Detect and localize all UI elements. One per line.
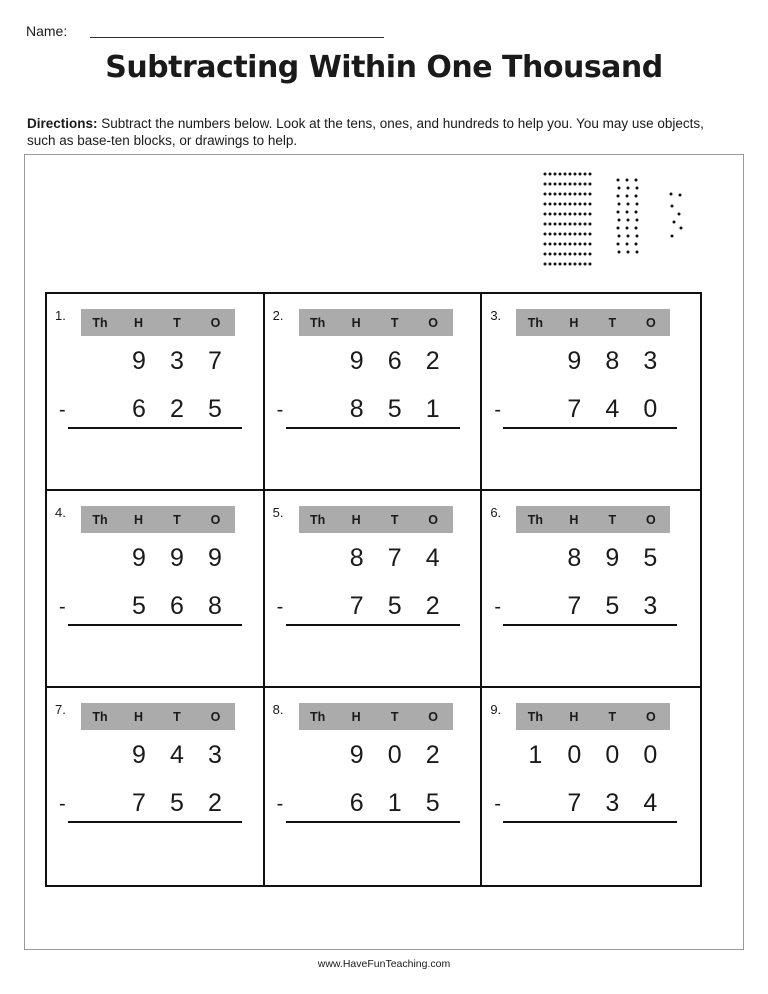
tens-rod-dot <box>635 211 638 214</box>
place-value-label: H <box>569 316 579 330</box>
subtrahend-digit: 0 <box>643 395 658 423</box>
tens-rod-dot <box>618 235 621 238</box>
hundreds-block-dot <box>574 243 577 246</box>
hundreds-block-dot <box>579 173 582 176</box>
hundreds-block-dot <box>579 233 582 236</box>
problem-cell <box>265 688 483 885</box>
name-line[interactable] <box>90 37 384 38</box>
hundreds-block-dot <box>569 173 572 176</box>
minuend-digit: 8 <box>349 544 364 572</box>
hundreds-block-dot <box>554 253 557 256</box>
place-value-label: Th <box>92 513 108 527</box>
answer-line[interactable] <box>68 624 242 626</box>
minus-sign: - <box>59 596 66 618</box>
place-value-label: T <box>608 710 617 724</box>
hundreds-block-dot <box>554 223 557 226</box>
hundreds-block-dot <box>584 203 587 206</box>
hundreds-block-dot <box>549 243 552 246</box>
place-value-header <box>81 309 235 336</box>
tens-rod-dot <box>627 251 630 254</box>
place-value-label: H <box>133 710 144 724</box>
place-value-label: O <box>645 316 656 330</box>
place-value-label: Th <box>92 316 108 330</box>
subtrahend-digit: 2 <box>208 789 222 817</box>
place-value-label: T <box>173 316 181 330</box>
subtrahend-digit: 5 <box>170 789 184 817</box>
subtrahend-digit: 6 <box>132 395 146 423</box>
hundreds-block-dot <box>559 213 562 216</box>
subtrahend-digit: 7 <box>567 789 582 817</box>
place-value-label: O <box>210 710 221 724</box>
hundreds-block-dot <box>544 193 547 196</box>
place-value-label: O <box>428 513 439 527</box>
hundreds-block-dot <box>589 263 592 266</box>
hundreds-block-dot <box>574 183 577 186</box>
place-value-label: T <box>390 513 399 527</box>
minus-sign: - <box>494 793 501 815</box>
minuend-digit: 9 <box>349 741 364 769</box>
hundreds-block-dot <box>544 263 547 266</box>
subtrahend-digit: 5 <box>208 395 222 423</box>
tens-rod-dot <box>618 219 621 222</box>
tens-rod-dot <box>618 203 621 206</box>
problem-number: 9. <box>490 702 502 717</box>
problem-number: 2. <box>272 308 284 323</box>
answer-line[interactable] <box>68 427 242 429</box>
hundreds-block-dot <box>569 213 572 216</box>
hundreds-block-dot <box>549 263 552 266</box>
hundreds-block-dot <box>544 203 547 206</box>
hundreds-block-dot <box>579 263 582 266</box>
subtrahend-digit: 6 <box>170 592 184 620</box>
subtrahend-digit: 1 <box>387 789 402 817</box>
hundreds-block-dot <box>589 193 592 196</box>
problem-number: 3. <box>490 308 502 323</box>
problem-number: 8. <box>272 702 284 717</box>
tens-rod-dot <box>626 227 629 230</box>
subtrahend-digit: 6 <box>349 789 364 817</box>
hundreds-block-dot <box>584 193 587 196</box>
minus-sign: - <box>494 596 501 618</box>
subtrahend-digit: 4 <box>605 395 620 423</box>
place-value-header <box>299 703 453 730</box>
subtrahend-digit: 2 <box>170 395 184 423</box>
place-value-label: Th <box>527 513 543 527</box>
tens-rod-dot <box>635 243 638 246</box>
place-value-header <box>299 309 453 336</box>
hundreds-block-dot <box>579 223 582 226</box>
place-value-label: H <box>133 513 144 527</box>
hundreds-block-dot <box>584 223 587 226</box>
minuend-digit: 3 <box>208 741 222 769</box>
place-value-label: T <box>173 513 181 527</box>
hundreds-block-dot <box>559 173 562 176</box>
hundreds-block-dot <box>549 203 552 206</box>
place-value-label: Th <box>310 710 326 724</box>
hundreds-block-dot <box>589 173 592 176</box>
place-value-label: H <box>351 316 361 330</box>
problem-cell <box>482 491 700 688</box>
minuend-digit: 7 <box>208 347 222 375</box>
problem-number: 7. <box>55 702 66 717</box>
hundreds-block-dot <box>574 213 577 216</box>
footer-website: www.HaveFunTeaching.com <box>317 958 451 970</box>
base-ten-blocks-illustration <box>540 170 690 270</box>
place-value-header <box>81 703 235 730</box>
place-value-label: T <box>390 710 399 724</box>
minuend-digit: 2 <box>425 347 440 375</box>
place-value-header <box>516 703 670 730</box>
minuend-digit: 9 <box>132 347 146 375</box>
hundreds-block-dot <box>559 203 562 206</box>
subtrahend-digit: 4 <box>643 789 658 817</box>
hundreds-block-dot <box>584 173 587 176</box>
tens-rod-dot <box>636 187 639 190</box>
hundreds-block-dot <box>554 213 557 216</box>
problem-number: 4. <box>55 505 66 520</box>
tens-rod-dot <box>635 179 638 182</box>
ones-cube-dot <box>670 193 673 196</box>
hundreds-block-dot <box>584 183 587 186</box>
hundreds-block-dot <box>569 193 572 196</box>
place-value-label: O <box>428 316 439 330</box>
hundreds-block-dot <box>564 233 567 236</box>
minuend-digit: 0 <box>387 741 402 769</box>
answer-line[interactable] <box>286 821 460 823</box>
hundreds-block-dot <box>574 233 577 236</box>
hundreds-block-dot <box>549 213 552 216</box>
place-value-label: T <box>173 710 181 724</box>
tens-rod-dot <box>636 235 639 238</box>
subtrahend-digit: 8 <box>208 592 222 620</box>
hundreds-block-dot <box>559 223 562 226</box>
place-value-label: H <box>569 710 579 724</box>
subtrahend-digit: 3 <box>643 592 658 620</box>
hundreds-block-dot <box>579 243 582 246</box>
tens-rod-dot <box>627 203 630 206</box>
place-value-label: T <box>608 513 617 527</box>
hundreds-block-dot <box>554 183 557 186</box>
minus-sign: - <box>276 596 284 618</box>
answer-line[interactable] <box>68 821 242 823</box>
hundreds-block-dot <box>574 203 577 206</box>
minuend-digit: 0 <box>605 741 620 769</box>
hundreds-block-dot <box>544 173 547 176</box>
answer-line[interactable] <box>503 624 677 626</box>
tens-rod-dot <box>626 179 629 182</box>
problem-cell <box>482 294 700 491</box>
tens-rod-dot <box>636 251 639 254</box>
minus-sign: - <box>59 793 66 815</box>
minuend-digit: 9 <box>132 741 146 769</box>
subtrahend-digit: 5 <box>132 592 146 620</box>
minuend-digit: 9 <box>132 544 146 572</box>
hundreds-block-dot <box>549 193 552 196</box>
tens-rod-dot <box>617 179 620 182</box>
hundreds-block-dot <box>574 263 577 266</box>
ones-cube-dot <box>673 221 676 224</box>
hundreds-block-dot <box>579 183 582 186</box>
tens-rod-dot <box>626 243 629 246</box>
page-title: Subtracting Within One Thousand <box>105 50 663 85</box>
subtrahend-digit: 1 <box>425 395 440 423</box>
hundreds-block-dot <box>579 203 582 206</box>
hundreds-block-dot <box>569 243 572 246</box>
tens-rod-dot <box>617 243 620 246</box>
ones-cube-dot <box>678 213 681 216</box>
subtrahend-digit: 7 <box>132 789 146 817</box>
hundreds-block-dot <box>564 193 567 196</box>
tens-rod-dot <box>617 227 620 230</box>
tens-rod-dot <box>635 195 638 198</box>
hundreds-block-dot <box>564 263 567 266</box>
minus-sign: - <box>276 399 284 421</box>
hundreds-block-dot <box>549 233 552 236</box>
hundreds-block-dot <box>559 233 562 236</box>
tens-rod-dot <box>617 211 620 214</box>
hundreds-block-dot <box>554 233 557 236</box>
tens-rod-dot <box>636 219 639 222</box>
hundreds-block-dot <box>574 173 577 176</box>
problem-number: 6. <box>490 505 502 520</box>
directions <box>27 115 727 149</box>
ones-cube-dot <box>680 227 683 230</box>
minuend-digit: 0 <box>643 741 658 769</box>
hundreds-block-dot <box>564 183 567 186</box>
minuend-digit: 4 <box>425 544 440 572</box>
tens-rod-dot <box>618 251 621 254</box>
place-value-label: Th <box>527 710 543 724</box>
minuend-digit: 9 <box>349 347 364 375</box>
minuend-digit: 3 <box>170 347 184 375</box>
hundreds-block-dot <box>589 223 592 226</box>
tens-rod-dot <box>636 203 639 206</box>
hundreds-block-dot <box>544 253 547 256</box>
minuend-digit: 5 <box>643 544 658 572</box>
tens-rod-dot <box>635 227 638 230</box>
minuend-digit: 4 <box>170 741 184 769</box>
hundreds-block-dot <box>584 253 587 256</box>
subtrahend-digit: 2 <box>425 592 440 620</box>
place-value-label: Th <box>527 316 543 330</box>
subtrahend-digit: 7 <box>567 395 582 423</box>
place-value-label: T <box>390 316 399 330</box>
place-value-label: H <box>133 316 144 330</box>
place-value-label: Th <box>310 513 326 527</box>
hundreds-block-dot <box>569 233 572 236</box>
place-value-label: Th <box>310 316 326 330</box>
problem-grid <box>45 292 702 887</box>
subtrahend-digit: 3 <box>605 789 620 817</box>
minuend-digit: 0 <box>567 741 582 769</box>
problem-cell <box>47 491 265 688</box>
hundreds-block-dot <box>564 213 567 216</box>
place-value-label: H <box>351 513 361 527</box>
problem-cell <box>265 491 483 688</box>
place-value-label: O <box>210 316 221 330</box>
hundreds-block-dot <box>559 183 562 186</box>
directions-text: Subtract the numbers below. Look at the tens, ones, and hundreds to help you. You may use objects, such as base-ten blocks, or drawings to help. <box>27 116 704 148</box>
name-label: Name: <box>26 23 68 39</box>
place-value-label: O <box>210 513 221 527</box>
hundreds-block-dot <box>589 253 592 256</box>
hundreds-block-dot <box>569 263 572 266</box>
hundreds-block-dot <box>559 253 562 256</box>
hundreds-block-dot <box>569 183 572 186</box>
tens-rod-dot <box>626 211 629 214</box>
hundreds-block-dot <box>554 263 557 266</box>
tens-rod-dot <box>617 195 620 198</box>
answer-line[interactable] <box>503 821 677 823</box>
minuend-digit: 6 <box>387 347 402 375</box>
hundreds-block-dot <box>559 193 562 196</box>
minuend-digit: 3 <box>643 347 658 375</box>
place-value-label: T <box>608 316 617 330</box>
subtrahend-digit: 5 <box>425 789 440 817</box>
minus-sign: - <box>276 793 284 815</box>
hundreds-block-dot <box>584 263 587 266</box>
minuend-digit: 9 <box>208 544 222 572</box>
ones-cube-dot <box>671 205 674 208</box>
tens-rod-dot <box>627 235 630 238</box>
place-value-header <box>299 506 453 533</box>
place-value-header <box>516 506 670 533</box>
hundreds-block-dot <box>569 253 572 256</box>
hundreds-block-dot <box>554 203 557 206</box>
tens-rod-dot <box>627 219 630 222</box>
hundreds-block-dot <box>574 253 577 256</box>
problem-number: 1. <box>55 308 66 323</box>
subtrahend-digit: 8 <box>349 395 364 423</box>
problem-cell <box>47 688 265 885</box>
hundreds-block-dot <box>564 243 567 246</box>
hundreds-block-dot <box>589 203 592 206</box>
hundreds-block-dot <box>574 193 577 196</box>
answer-line[interactable] <box>503 427 677 429</box>
minuend-digit: 9 <box>605 544 620 572</box>
minuend-digit: 8 <box>605 347 620 375</box>
subtrahend-digit: 5 <box>387 592 402 620</box>
ones-cube-dot <box>679 194 682 197</box>
tens-rod-dot <box>626 195 629 198</box>
hundreds-block-dot <box>549 173 552 176</box>
directions-label: Directions: <box>27 116 98 131</box>
hundreds-block-dot <box>564 203 567 206</box>
problem-cell <box>482 688 700 885</box>
place-value-label: O <box>645 513 656 527</box>
hundreds-block-dot <box>564 223 567 226</box>
tens-rod-dot <box>618 187 621 190</box>
minuend-digit: 1 <box>528 741 543 769</box>
hundreds-block-dot <box>544 183 547 186</box>
subtrahend-digit: 7 <box>349 592 364 620</box>
place-value-label: O <box>428 710 439 724</box>
hundreds-block-dot <box>559 263 562 266</box>
hundreds-block-dot <box>574 223 577 226</box>
hundreds-block-dot <box>564 173 567 176</box>
hundreds-block-dot <box>564 253 567 256</box>
hundreds-block-dot <box>584 213 587 216</box>
minuend-digit: 9 <box>567 347 582 375</box>
hundreds-block-dot <box>544 243 547 246</box>
subtrahend-digit: 7 <box>567 592 582 620</box>
minus-sign: - <box>59 399 66 421</box>
hundreds-block-dot <box>569 203 572 206</box>
subtrahend-digit: 5 <box>605 592 620 620</box>
hundreds-block-dot <box>544 223 547 226</box>
hundreds-block-dot <box>579 213 582 216</box>
minuend-digit: 9 <box>170 544 184 572</box>
hundreds-block-dot <box>554 193 557 196</box>
place-value-label: O <box>645 710 656 724</box>
answer-line[interactable] <box>286 624 460 626</box>
hundreds-block-dot <box>589 183 592 186</box>
place-value-header <box>516 309 670 336</box>
place-value-header <box>81 506 235 533</box>
problem-cell <box>265 294 483 491</box>
place-value-label: H <box>569 513 579 527</box>
tens-rod-dot <box>627 187 630 190</box>
minuend-digit: 7 <box>387 544 402 572</box>
hundreds-block-dot <box>589 213 592 216</box>
hundreds-block-dot <box>549 223 552 226</box>
minus-sign: - <box>494 399 501 421</box>
problem-cell <box>47 294 265 491</box>
hundreds-block-dot <box>544 213 547 216</box>
hundreds-block-dot <box>544 233 547 236</box>
hundreds-block-dot <box>559 243 562 246</box>
problem-number: 5. <box>272 505 284 520</box>
hundreds-block-dot <box>554 243 557 246</box>
ones-cube-dot <box>671 235 674 238</box>
hundreds-block-dot <box>549 253 552 256</box>
hundreds-block-dot <box>549 183 552 186</box>
hundreds-block-dot <box>554 173 557 176</box>
minuend-digit: 2 <box>425 741 440 769</box>
minuend-digit: 8 <box>567 544 582 572</box>
hundreds-block-dot <box>589 243 592 246</box>
place-value-label: H <box>351 710 361 724</box>
hundreds-block-dot <box>589 233 592 236</box>
answer-line[interactable] <box>286 427 460 429</box>
place-value-label: Th <box>92 710 108 724</box>
hundreds-block-dot <box>579 193 582 196</box>
subtrahend-digit: 5 <box>387 395 402 423</box>
hundreds-block-dot <box>569 223 572 226</box>
hundreds-block-dot <box>584 243 587 246</box>
hundreds-block-dot <box>584 233 587 236</box>
hundreds-block-dot <box>579 253 582 256</box>
